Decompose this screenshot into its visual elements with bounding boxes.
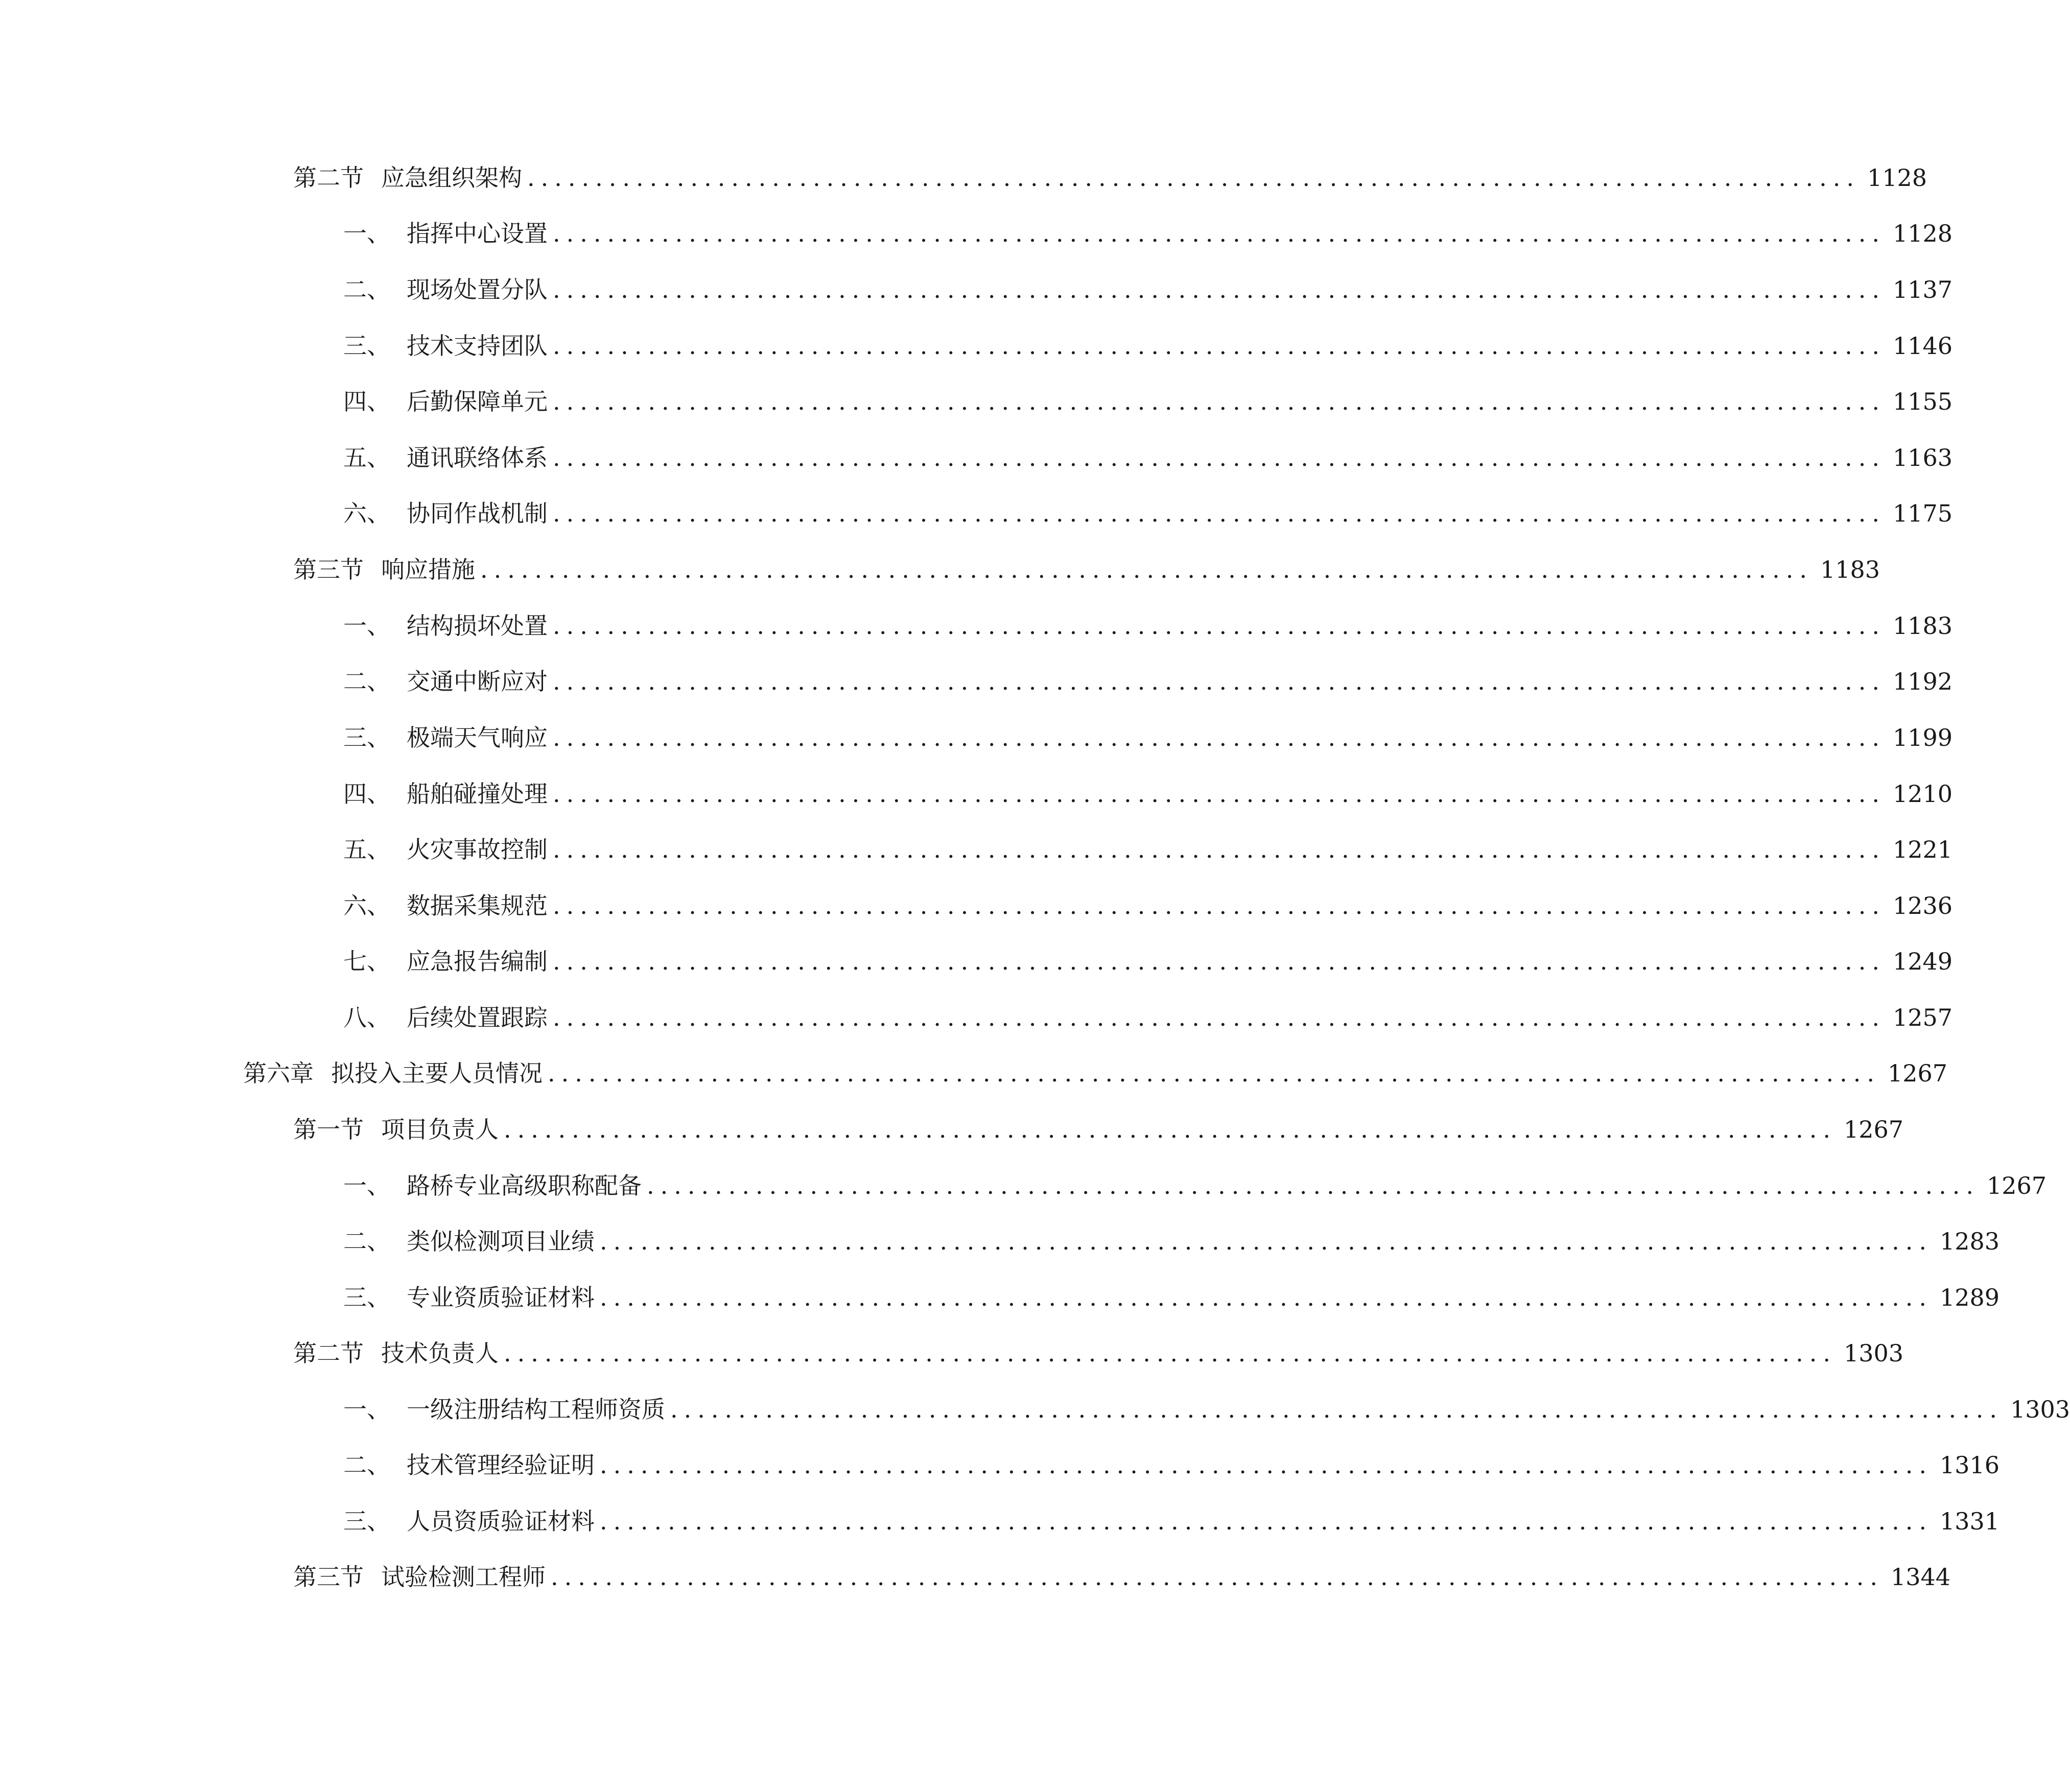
toc-entry-prefix: 第六章 (243, 1059, 314, 1087)
toc-entry[interactable] (0, 944, 1953, 979)
toc-leader-dots: .................................................................................................. (553, 612, 1886, 640)
toc-entry-prefix: 二、 (343, 668, 390, 695)
toc-leader-dots: .................................................................................................. (600, 1228, 1933, 1255)
toc-leader-dots: .................................................................................................. (553, 892, 1886, 919)
toc-leader-dots: .................................................................................................. (553, 444, 1886, 471)
toc-entry-page: 1155 (1892, 388, 1953, 415)
toc-entry[interactable] (0, 440, 1953, 476)
toc-entry[interactable] (0, 1503, 2000, 1539)
toc-entry-page: 1344 (1890, 1563, 1951, 1591)
toc-entry-page: 1128 (1892, 220, 1953, 247)
toc-entry[interactable] (0, 1000, 1953, 1035)
toc-entry[interactable] (0, 832, 1953, 867)
toc-entry[interactable] (0, 608, 1953, 644)
toc-entry-prefix: 八、 (343, 1004, 390, 1031)
toc-leader-dots: .................................................................................................. (600, 1284, 1933, 1311)
toc-entry-prefix: 一、 (343, 1172, 390, 1199)
toc-entry-prefix: 第三节 (293, 556, 364, 583)
toc-entry-title: 现场处置分队 (407, 276, 548, 303)
toc-entry-title: 路桥专业高级职称配备 (407, 1172, 642, 1199)
toc-entry-prefix: 三、 (343, 724, 390, 751)
toc-leader-dots: .................................................................................................. (504, 1339, 1837, 1367)
toc-entry-title: 技术负责人 (381, 1339, 499, 1367)
toc-entry[interactable] (0, 1223, 2000, 1259)
toc-entry-prefix: 三、 (343, 1507, 390, 1535)
toc-entry-prefix: 二、 (343, 1228, 390, 1255)
toc-entry-page: 1183 (1892, 612, 1953, 640)
toc-entry[interactable] (0, 1392, 2070, 1427)
toc-entry-page: 1249 (1892, 948, 1953, 975)
toc-leader-dots: .................................................................................................. (553, 668, 1886, 695)
toc-entry-page: 1289 (1939, 1284, 2000, 1311)
toc-entry-title: 火灾事故控制 (407, 836, 548, 863)
toc-entry[interactable] (0, 1280, 2000, 1315)
toc-leader-dots: .................................................................................................. (553, 276, 1886, 303)
toc-entry-page: 1183 (1820, 556, 1880, 583)
toc-entry[interactable] (0, 384, 1953, 419)
toc-entry[interactable] (0, 272, 1953, 308)
toc-entry-title: 人员资质验证材料 (407, 1507, 595, 1535)
toc-leader-dots: .................................................................................................. (480, 556, 1813, 583)
toc-entry[interactable] (0, 1168, 2047, 1204)
toc-entry-title: 一级注册结构工程师资质 (407, 1396, 665, 1423)
toc-entry-page: 1163 (1892, 444, 1953, 471)
toc-entry-prefix: 二、 (343, 1451, 390, 1479)
toc-entry-title: 拟投入主要人员情况 (331, 1059, 543, 1087)
toc-entry-title: 通讯联络体系 (407, 444, 548, 471)
toc-entry-title: 后勤保障单元 (407, 388, 548, 415)
toc-entry[interactable] (0, 720, 1953, 756)
toc-entry-title: 船舶碰撞处理 (407, 780, 548, 808)
toc-entry-page: 1257 (1892, 1004, 1953, 1031)
toc-entry-page: 1331 (1939, 1507, 2000, 1535)
toc-entry-title: 结构损坏处置 (407, 612, 548, 640)
toc-leader-dots: .................................................................................................. (553, 220, 1886, 247)
toc-entry-prefix: 第二节 (293, 1339, 364, 1367)
toc-entry-page: 1221 (1892, 836, 1953, 863)
toc-entry[interactable] (0, 664, 1953, 699)
toc-entry[interactable] (0, 552, 1880, 587)
toc-entry-prefix: 七、 (343, 948, 390, 975)
toc-entry-page: 1175 (1892, 500, 1953, 527)
toc-entry-page: 1210 (1892, 780, 1953, 808)
toc-entry-page: 1146 (1892, 332, 1953, 360)
toc-entry[interactable] (0, 160, 1927, 196)
toc-leader-dots: .................................................................................................. (551, 1563, 1884, 1591)
toc-leader-dots: .................................................................................................. (553, 388, 1886, 415)
toc-entry[interactable] (0, 328, 1953, 364)
toc-entry-page: 1192 (1892, 668, 1953, 695)
toc-entry-prefix: 五、 (343, 444, 390, 471)
toc-leader-dots: .................................................................................................. (670, 1396, 2003, 1423)
toc-entry-page: 1303 (1843, 1339, 1904, 1367)
toc-entry-page: 1267 (1986, 1172, 2047, 1199)
toc-entry-prefix: 三、 (343, 1284, 390, 1311)
toc-leader-dots: .................................................................................................. (527, 164, 1860, 192)
toc-entry-title: 专业资质验证材料 (407, 1284, 595, 1311)
toc-leader-dots: .................................................................................................. (553, 500, 1886, 527)
toc-entry-page: 1283 (1939, 1228, 2000, 1255)
toc-entry-page: 1137 (1892, 276, 1953, 303)
toc-entry-page: 1236 (1892, 892, 1953, 919)
toc-leader-dots: .................................................................................................. (600, 1507, 1933, 1535)
toc-entry-page: 1267 (1843, 1116, 1904, 1143)
toc-entry[interactable] (0, 1112, 1904, 1147)
toc-entry-title: 技术支持团队 (407, 332, 548, 360)
toc-entry[interactable] (0, 888, 1953, 924)
toc-leader-dots: .................................................................................................. (553, 948, 1886, 975)
toc-leader-dots: .................................................................................................. (553, 332, 1886, 360)
toc-entry-page: 1316 (1939, 1451, 2000, 1479)
toc-entry-title: 技术管理经验证明 (407, 1451, 595, 1479)
toc-entry[interactable] (0, 216, 1953, 251)
toc-entry-prefix: 第三节 (293, 1563, 364, 1591)
toc-entry-title: 协同作战机制 (407, 500, 548, 527)
toc-entry-page: 1303 (2010, 1396, 2070, 1423)
toc-entry-prefix: 六、 (343, 500, 390, 527)
toc-entry-title: 交通中断应对 (407, 668, 548, 695)
toc-entry-prefix: 四、 (343, 780, 390, 808)
toc-entry-title: 极端天气响应 (407, 724, 548, 751)
toc-entry[interactable] (0, 1447, 2000, 1483)
toc-leader-dots: .................................................................................................. (553, 1004, 1886, 1031)
toc-entry-title: 试验检测工程师 (381, 1563, 546, 1591)
toc-leader-dots: .................................................................................................. (553, 724, 1886, 751)
toc-entry-page: 1267 (1887, 1059, 1948, 1087)
toc-leader-dots: .................................................................................................. (548, 1059, 1880, 1087)
toc-entry[interactable] (0, 776, 1953, 812)
toc-entry-prefix: 四、 (343, 388, 390, 415)
toc-entry-title: 项目负责人 (381, 1116, 499, 1143)
toc-entry-title: 响应措施 (381, 556, 475, 583)
toc-entry-title: 应急报告编制 (407, 948, 548, 975)
toc-leader-dots: .................................................................................................. (647, 1172, 1980, 1199)
toc-entry-title: 数据采集规范 (407, 892, 548, 919)
toc-leader-dots: .................................................................................................. (553, 780, 1886, 808)
toc-entry-prefix: 一、 (343, 1396, 390, 1423)
toc-entry-prefix: 第一节 (293, 1116, 364, 1143)
toc-entry-prefix: 一、 (343, 220, 390, 247)
toc-entry-title: 应急组织架构 (381, 164, 522, 192)
toc-entry[interactable] (0, 496, 1953, 531)
toc-entry-title: 类似检测项目业绩 (407, 1228, 595, 1255)
toc-entry-title: 后续处置跟踪 (407, 1004, 548, 1031)
toc-leader-dots: .................................................................................................. (553, 836, 1886, 863)
toc-entry-prefix: 第二节 (293, 164, 364, 192)
toc-entry[interactable] (0, 1055, 1948, 1091)
toc-entry[interactable] (0, 1559, 1951, 1595)
toc-entry-prefix: 一、 (343, 612, 390, 640)
toc-entry-prefix: 二、 (343, 276, 390, 303)
toc-leader-dots: .................................................................................................. (504, 1116, 1837, 1143)
toc-entry-prefix: 六、 (343, 892, 390, 919)
toc-entry-page: 1128 (1867, 164, 1927, 192)
toc-entry[interactable] (0, 1335, 1904, 1371)
toc-leader-dots: .................................................................................................. (600, 1451, 1933, 1479)
toc-entry-title: 指挥中心设置 (407, 220, 548, 247)
toc-entry-prefix: 五、 (343, 836, 390, 863)
toc-entry-prefix: 三、 (343, 332, 390, 360)
toc-entry-page: 1199 (1892, 724, 1953, 751)
